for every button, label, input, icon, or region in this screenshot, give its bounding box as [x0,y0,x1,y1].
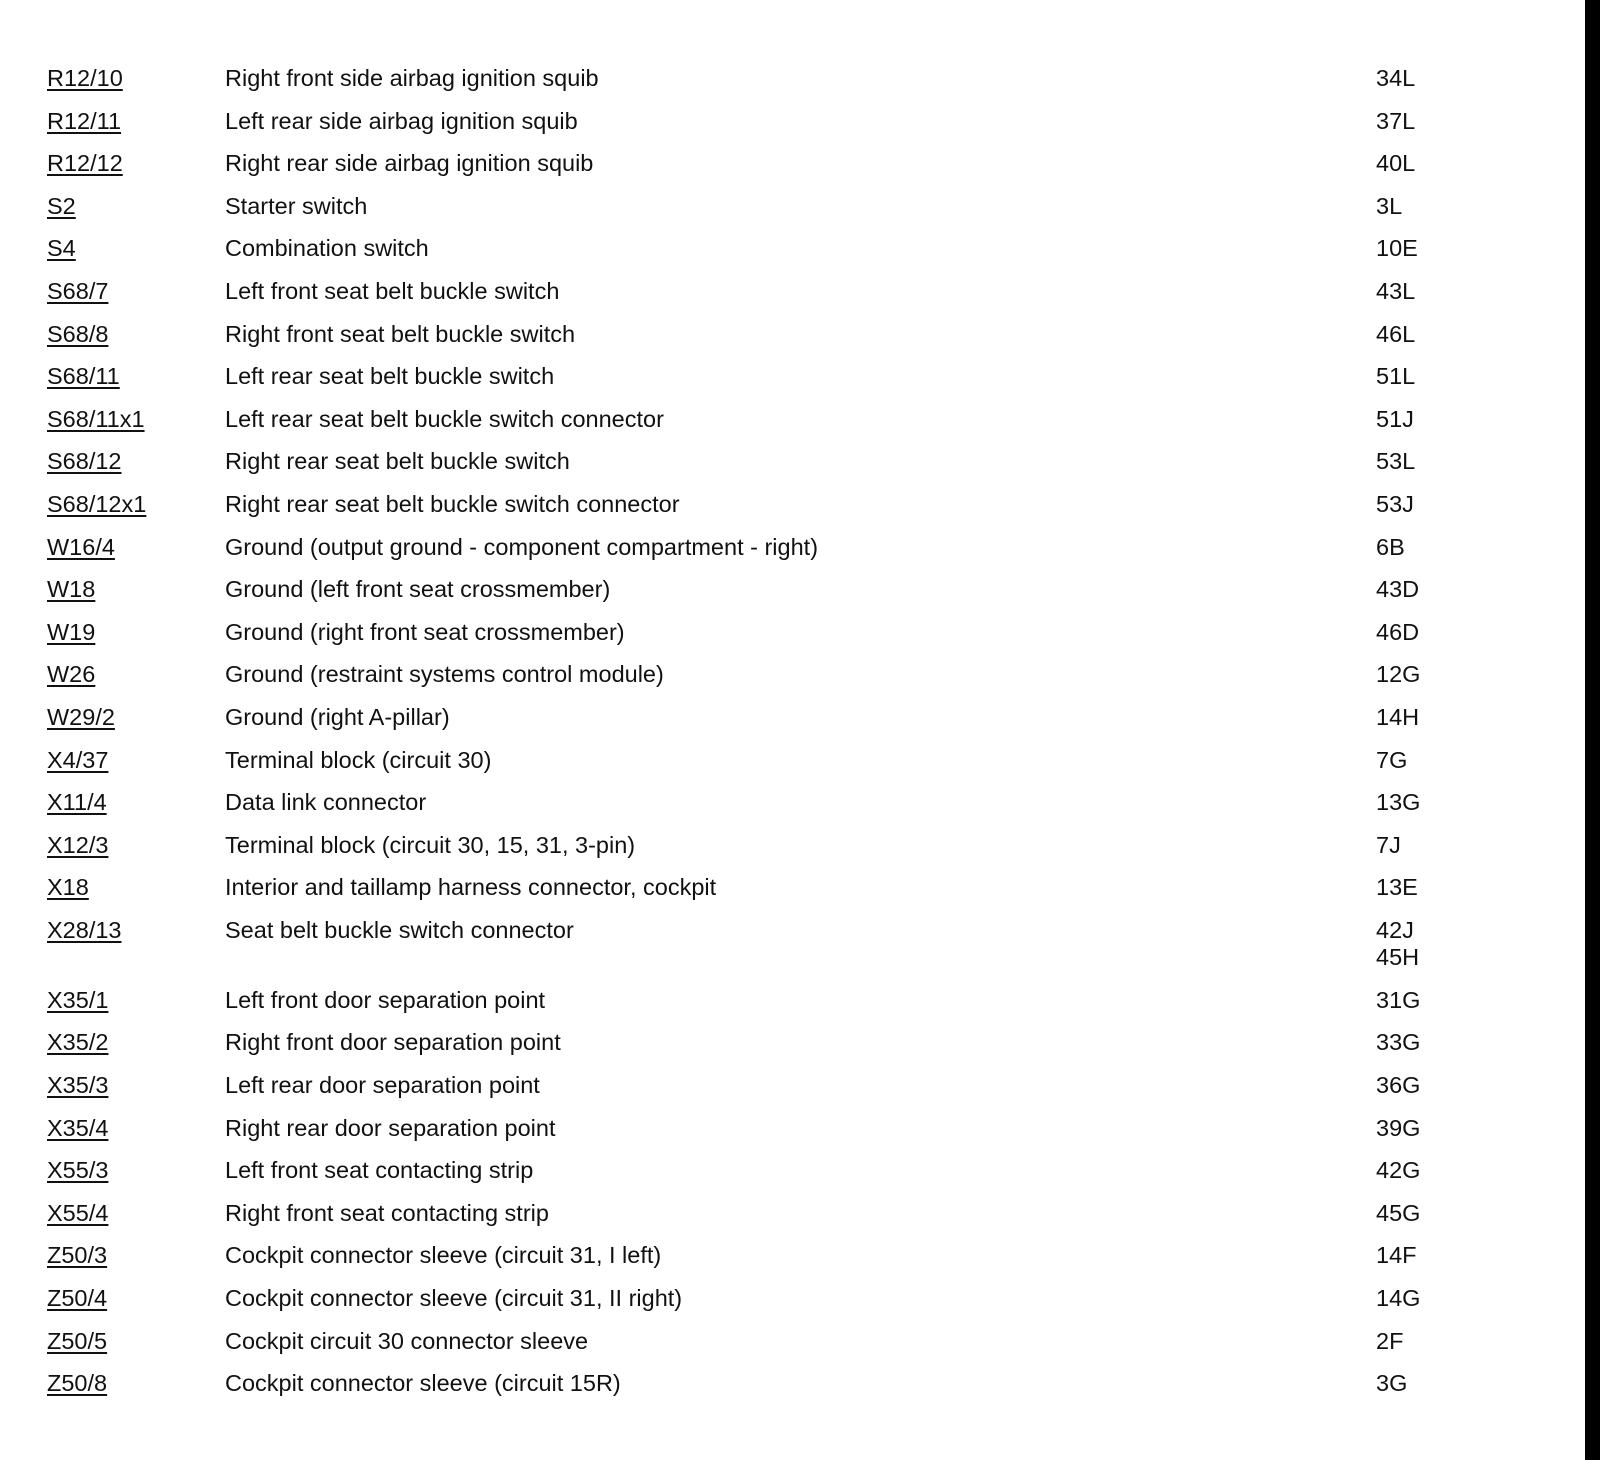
grid-location-cell [1376,235,1418,262]
grid-location-cell [1376,150,1415,177]
grid-location-cell [1376,193,1402,220]
grid-location-cell [1376,448,1415,475]
legend-row [0,1285,1585,1328]
component-code-link[interactable]: S68/12x1 [47,490,147,517]
component-code-link[interactable]: X12/3 [47,831,109,858]
legend-row [0,661,1585,704]
legend-row [0,406,1585,449]
grid-location-cell [1376,1285,1420,1312]
grid-location: 14G [1376,1285,1421,1312]
legend-row [0,534,1585,577]
grid-location-cell [1376,1242,1417,1269]
grid-location: 3G [1376,1370,1408,1397]
grid-location: 31G [1376,986,1421,1013]
component-code-link[interactable]: X55/4 [47,1199,109,1226]
legend-row [0,747,1585,790]
legend-row [0,619,1585,662]
component-code-link[interactable]: W16/4 [47,533,115,560]
grid-location-cell [1376,1029,1420,1056]
component-code-link[interactable]: S68/11x1 [47,405,145,432]
grid-location-cell [1376,874,1418,901]
component-code-link[interactable]: X35/4 [47,1114,109,1141]
component-description: Ground (right front seat crossmember) [225,618,625,645]
grid-location: 51J [1376,405,1414,432]
component-description: Right front side airbag ignition squib [225,65,599,91]
grid-location: 51L [1376,363,1416,390]
component-code-link[interactable]: W29/2 [47,703,115,730]
component-code-link[interactable]: R12/12 [47,150,123,177]
grid-location-cell [1376,917,1419,971]
grid-location: 43L [1376,277,1416,304]
component-code-link[interactable]: X35/2 [47,1029,109,1056]
component-code-link[interactable]: S68/8 [47,320,109,347]
grid-location-cell [1376,363,1415,390]
component-description: Cockpit circuit 30 connector sleeve [225,1327,589,1354]
legend-row [0,108,1585,151]
grid-location-cell [1376,108,1415,135]
component-description: Ground (output ground - component compartment - right) [225,533,819,560]
grid-location-cell [1376,65,1415,92]
grid-location-cell [1376,619,1419,646]
component-code-link[interactable]: X35/3 [47,1072,109,1099]
component-description: Right rear seat belt buckle switch [225,448,570,475]
component-description: Cockpit connector sleeve (circuit 15R) [225,1370,621,1397]
component-code-link[interactable]: S68/11 [47,363,120,390]
grid-location-cell [1376,747,1407,774]
grid-location: 14H [1376,703,1420,730]
legend-row [0,235,1585,278]
component-code-link[interactable]: W19 [47,618,96,645]
grid-location: 46D [1376,618,1420,645]
legend-row [0,1328,1585,1371]
component-description: Combination switch [225,235,429,262]
component-description: Cockpit connector sleeve (circuit 31, II right) [225,1285,683,1312]
legend-row [0,704,1585,747]
component-code-link[interactable]: X55/3 [47,1157,109,1184]
component-description: Seat belt buckle switch connector [225,916,574,943]
component-description: Ground (left front seat crossmember) [225,576,611,603]
legend-row [0,1242,1585,1285]
grid-location: 13G [1376,789,1421,816]
legend-row [0,278,1585,321]
component-description: Right front seat belt buckle switch [225,320,576,347]
component-description: Terminal block (circuit 30) [225,746,492,773]
grid-location-cell [1376,987,1420,1014]
grid-location-cell [1376,789,1420,816]
legend-row [0,874,1585,917]
grid-location: 3L [1376,192,1403,219]
component-description: Terminal block (circuit 30, 15, 31, 3-pin) [225,831,636,858]
component-code-link[interactable]: W26 [47,661,96,688]
component-code-link[interactable]: W18 [47,576,96,603]
grid-location: 36G [1376,1072,1421,1099]
grid-location: 7G [1376,746,1408,773]
legend-row [0,321,1585,364]
component-description: Data link connector [225,789,427,816]
grid-location-cell [1376,832,1401,859]
component-code-link[interactable]: X11/4 [47,789,107,816]
grid-location: 45H [1376,943,1420,970]
grid-location: 34L [1376,65,1416,91]
legend-row [0,193,1585,236]
component-description: Right front seat contacting strip [225,1199,549,1226]
grid-location-cell [1376,278,1415,305]
grid-location: 7J [1376,831,1401,858]
grid-location: 2F [1376,1327,1404,1354]
component-description: Left rear seat belt buckle switch connector [225,405,664,432]
component-description: Right rear door separation point [225,1114,556,1141]
grid-location-cell [1376,406,1414,433]
component-code-link[interactable]: S4 [47,235,76,262]
legend-row [0,789,1585,832]
legend-row [0,448,1585,491]
grid-location: 40L [1376,150,1416,177]
grid-location-cell [1376,321,1415,348]
component-description: Left rear side airbag ignition squib [225,107,578,134]
legend-row [0,363,1585,406]
component-code-link[interactable]: X4/37 [47,746,109,773]
component-description: Left rear seat belt buckle switch [225,363,555,390]
component-code-link[interactable]: S68/7 [47,277,109,304]
legend-row [0,1072,1585,1115]
grid-location-cell [1376,1072,1420,1099]
component-code-link[interactable]: X28/13 [47,916,122,943]
grid-location-cell [1376,491,1414,518]
component-code-link[interactable]: Z50/3 [47,1242,108,1269]
grid-location: 42G [1376,1157,1421,1184]
grid-location: 12G [1376,661,1421,688]
grid-location: 53L [1376,448,1416,475]
grid-location: 43D [1376,576,1420,603]
grid-location: 6B [1376,533,1405,560]
component-description: Right front door separation point [225,1029,561,1056]
component-description: Right rear seat belt buckle switch connector [225,490,680,517]
component-description: Left front seat contacting strip [225,1157,534,1184]
legend-row [0,491,1585,534]
legend-row [0,1200,1585,1243]
component-legend-table [0,65,1585,1413]
component-description: Left front seat belt buckle switch [225,277,560,304]
grid-location: 45G [1376,1199,1421,1226]
legend-row [0,987,1585,1030]
legend-row [0,1157,1585,1200]
legend-row [0,832,1585,875]
grid-location: 13E [1376,874,1418,901]
legend-row [0,1115,1585,1158]
component-description: Right rear side airbag ignition squib [225,150,594,177]
grid-location-cell [1376,1370,1407,1397]
component-code-link[interactable]: R12/10 [47,65,123,91]
component-code-link[interactable]: Z50/8 [47,1370,108,1397]
grid-location-cell [1376,1328,1403,1355]
grid-location: 46L [1376,320,1416,347]
component-description: Ground (restraint systems control module) [225,661,664,688]
grid-location-cell [1376,1157,1420,1184]
component-description: Interior and taillamp harness connector, cockpit [225,874,717,901]
grid-location-cell [1376,1115,1420,1142]
grid-location: 42J [1376,916,1414,943]
grid-location: 53J [1376,490,1414,517]
grid-location: 39G [1376,1114,1421,1141]
legend-row [0,1370,1585,1413]
legend-row [0,65,1585,108]
grid-location-cell [1376,661,1420,688]
component-description: Starter switch [225,192,368,219]
legend-row [0,917,1585,987]
page-edge-border [1585,0,1600,1460]
grid-location: 33G [1376,1029,1421,1056]
grid-location-cell [1376,1200,1420,1227]
component-description: Left front door separation point [225,986,546,1013]
component-description: Left rear door separation point [225,1072,540,1099]
component-code-link[interactable]: X18 [47,874,89,901]
component-code-link[interactable]: Z50/4 [47,1285,108,1312]
grid-location: 37L [1376,107,1416,134]
grid-location-cell [1376,704,1419,731]
component-description: Cockpit connector sleeve (circuit 31, I left) [225,1242,662,1269]
component-code-link[interactable]: R12/11 [47,107,122,134]
legend-row [0,576,1585,619]
component-code-link[interactable]: X35/1 [47,986,109,1013]
grid-location-cell [1376,576,1419,603]
legend-row [0,1029,1585,1072]
grid-location-cell [1376,534,1405,561]
component-code-link[interactable]: S68/12 [47,448,122,475]
component-description: Ground (right A-pillar) [225,703,450,730]
grid-location: 10E [1376,235,1418,262]
component-code-link[interactable]: S2 [47,192,76,219]
component-code-link[interactable]: Z50/5 [47,1327,108,1354]
grid-location: 14F [1376,1242,1417,1269]
legend-row [0,150,1585,193]
